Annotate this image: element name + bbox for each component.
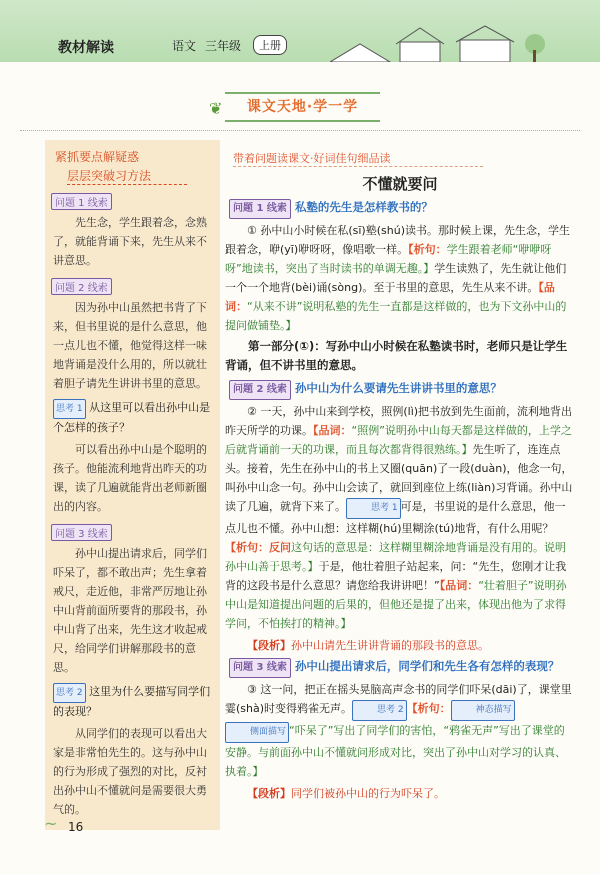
- village-illustration: [330, 22, 570, 62]
- part-summary: 第一部分(①)：写孙中山小时候在私塾读书时，老师只是让学生背诵，但不讲书里的意思。: [225, 339, 568, 372]
- grade-label: 三年级: [205, 39, 242, 53]
- think-tag: 思考 2: [352, 700, 407, 721]
- think-answer: 可以看出孙中山是个聪明的孩子。他能流利地背出昨天的功课，读了几遍就能背出老师新圈出的内容。: [53, 443, 207, 513]
- clue-tag: 问题 2 线索: [51, 278, 112, 295]
- question-text: 孙中山提出请求后，同学们和先生各有怎样的表现？: [294, 659, 560, 673]
- clue-block-2: [45, 276, 220, 393]
- question-tag: 问题 2 线索: [229, 380, 291, 400]
- sidebar-heading-2: 层层突破习方法: [67, 167, 187, 185]
- paragraph-2: ② 一天，孙中山来到学校，照例(lì)把书放到先生面前，流利地背出昨天所学的功课。【品词：“照例”说明孙中山每天都是这样做的，上学之后就背诵前一天的功课，而且每次都背得很熟练。】先生听了，连连点头。接着，先生在孙中山的书上又圈(quān)了一段(duàn)，他念一句，叫孙中山念一句。孙中山会读了，就回到座位上练(liàn)习背诵。孙中山读了几遍，就背下来了。 思考 1 可是，书里说的是什么意思，他一点儿也不懂。孙中山想：这样糊(hú)里糊涂(tú)地背，有什么用呢？【析句：反问这句话的意思是：这样糊里糊涂地背诵是没有用的。说明孙中山善于思考。】于是，他壮着胆子站起来，问：“先生，您刚才让我背的这段书是什么意思？请您给我讲讲吧！”【品词：“壮着胆子”说明孙中山是知道提出问题的后果的，但他还是提了出来，体现出他为了求得学问，不怕挨打的精神。】: [225, 405, 573, 630]
- section-title: 课文天地·学一学: [246, 99, 359, 115]
- leaf-icon: ❦: [209, 99, 224, 118]
- clue-tag: 问题 1 线索: [51, 193, 112, 210]
- section-banner: [209, 92, 380, 122]
- sidebar-heading-1: 紧抓要点解疑惑: [55, 150, 140, 164]
- book-title: 教材解读: [58, 40, 114, 56]
- left-sidebar: [45, 140, 220, 830]
- volume-badge: 上册: [253, 35, 287, 55]
- think-block-2: [45, 683, 220, 819]
- question-text: 私塾的先生是怎样教书的？: [294, 200, 433, 214]
- question-tag: 问题 1 线索: [229, 199, 291, 219]
- question-text: 孙中山为什么要请先生讲讲书里的意思？: [294, 381, 502, 395]
- page-header: [0, 0, 600, 62]
- clue-text: 孙中山提出请求后，同学们吓呆了，都不敢出声；先生拿着戒尺，走近他，非常严厉地让孙中山背前面所要背的那段书，孙中山背了出来，先生这才收起戒尺，给同学们讲解那段书的意思。: [53, 547, 207, 674]
- think-tag: 思考 2: [53, 683, 86, 703]
- paragraph-3: ③ 这一问，把正在摇头晃脑高声念书的同学们吓呆(dāi)了，课堂里霎(shà)时变得鸦雀无声。 思考 2 【析句： 神态描写侧面描写 “吓呆了”写出了同学们的害怕，“鸦雀无声”写出了课堂的安静。与前面孙中山不懂就问形成对比，突出了孙中山对学习的认真、执着。】: [225, 683, 572, 778]
- technique-tag: 侧面描写: [225, 722, 289, 743]
- think-question: 这里为什么要描写同学们的表现？: [53, 685, 211, 718]
- clue-block-1: [45, 191, 220, 270]
- think-question: 从这里可以看出孙中山是个怎样的孩子？: [53, 401, 211, 434]
- subject-label: 语文: [172, 39, 197, 53]
- question-2: [229, 379, 575, 400]
- clue-text: 因为孙中山虽然把书背了下来，但书里说的是什么意思，他一点儿也不懂，他觉得这样一味地背诵是没什么用的，所以就壮着胆子请先生讲讲书里的意思。: [53, 301, 207, 390]
- clue-text: 先生念，学生跟着念，念熟了，就能背诵下来，先生从来不讲意思。: [53, 216, 207, 267]
- swirl-ornament-icon: ~: [44, 814, 58, 833]
- clue-tag: 问题 3 线索: [51, 524, 112, 541]
- think-tag: 思考 1: [53, 399, 86, 419]
- think-tag: 思考 1: [346, 498, 401, 519]
- main-text-column: [225, 140, 575, 840]
- paragraph-analysis-1: 【段析】孙中山请先生讲讲背诵的那段书的意思。: [247, 639, 489, 652]
- column-heading: 带着问题读课文·好词佳句细品读: [233, 150, 483, 167]
- paragraph-1: ① 孙中山小时候在私(sī)塾(shú)读书。那时候上课，先生念，学生跟着念，咿(yī)咿呀呀，像唱歌一样。【析句：学生跟着老师“咿咿呀呀”地读书，突出了当时读书的单调无趣。】学生读熟了，先生就让他们一个一个地背(bèi)诵(sòng)。至于书里的意思，先生从来不讲。【品词：“从来不讲”说明私塾的先生一直都是这样做的，也为下文孙中山的提问做铺垫。】: [225, 224, 570, 332]
- paragraph-analysis-2: 【段析】同学们被孙中山的行为吓呆了。: [247, 787, 445, 800]
- think-answer: 从同学们的表现可以看出大家是非常怕先生的。这与孙中山的行为形成了强烈的对比，反衬出孙中山不懂就问是需要很大勇气的。: [53, 727, 207, 816]
- question-1: [229, 198, 575, 219]
- divider: [20, 130, 580, 131]
- question-3: [229, 657, 575, 678]
- page-number: 16: [68, 820, 84, 834]
- question-tag: 问题 3 线索: [229, 658, 291, 678]
- think-block-1: [45, 399, 220, 516]
- technique-tag: 神态描写: [451, 700, 515, 721]
- lesson-title: 不懂就要问: [362, 175, 438, 193]
- clue-block-3: [45, 522, 220, 677]
